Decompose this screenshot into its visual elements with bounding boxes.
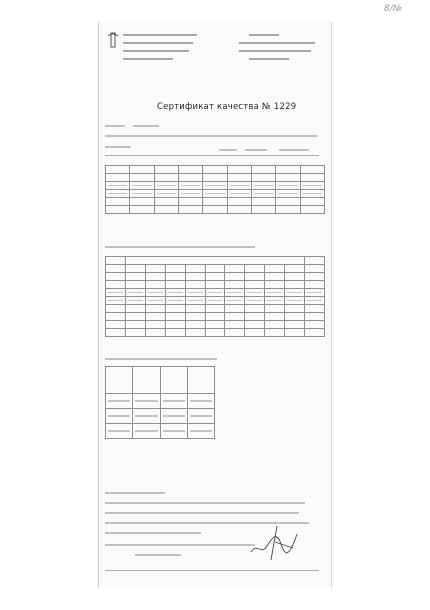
- scan-page-mark: 8/№: [384, 4, 403, 14]
- section-heading: [105, 358, 217, 360]
- pipe-dimensions-table: [105, 165, 325, 214]
- test-results-table: [105, 366, 215, 439]
- company-logo-icon: [107, 32, 119, 48]
- certificate-title: Сертификат качества № 1229: [157, 102, 297, 112]
- section-heading: [105, 246, 255, 248]
- handwritten-signature: [247, 522, 303, 562]
- certificate-sheet: [98, 22, 332, 588]
- chemical-composition-table: [105, 256, 325, 337]
- bottom-rule: [105, 570, 319, 571]
